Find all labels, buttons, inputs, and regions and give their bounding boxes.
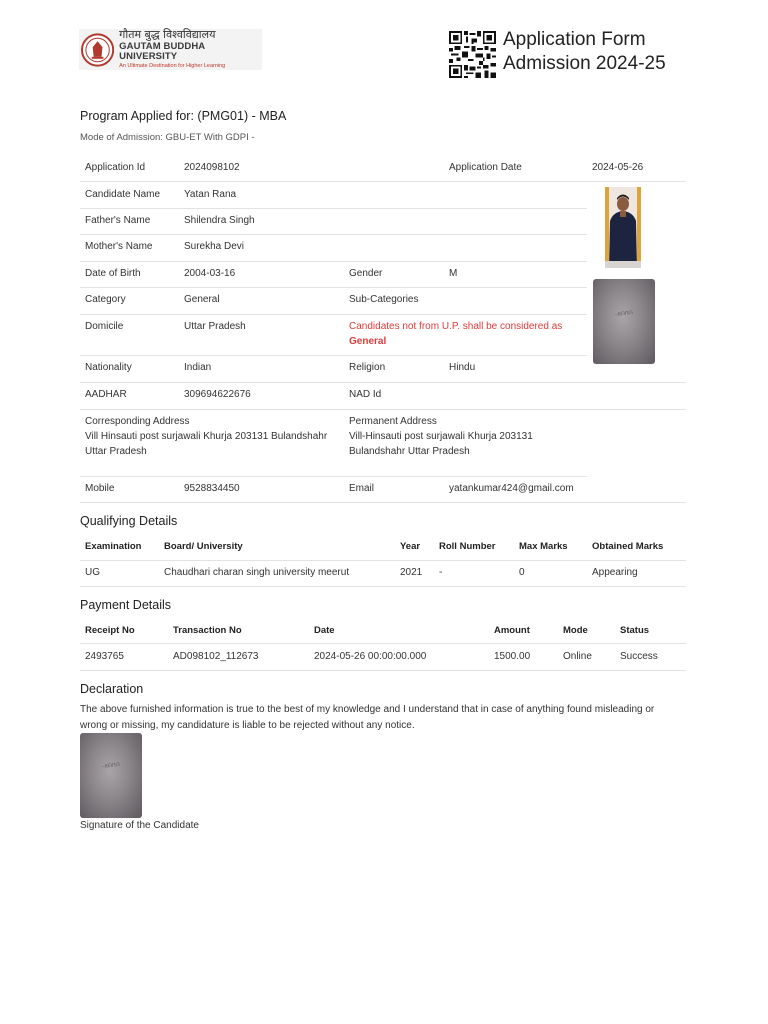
value-mobile: 9528834450 — [184, 483, 240, 494]
pay-cell-transaction-no: AD098102_112673 — [173, 651, 259, 662]
qual-row-divider — [80, 586, 686, 587]
university-logo — [79, 29, 262, 70]
value-religion: Hindu — [449, 362, 476, 373]
qual-header-board: Board/ University — [164, 541, 243, 552]
qual-header-examination: Examination — [85, 541, 142, 552]
label-email: Email — [349, 483, 375, 494]
qualifying-details-title: Qualifying Details — [80, 514, 178, 528]
qual-cell-year: 2021 — [400, 567, 423, 578]
value-permanent-address-line2: Bulandshahr Uttar Pradesh — [349, 446, 470, 457]
qual-cell-roll-number: - — [439, 567, 443, 578]
declaration-title: Declaration — [80, 682, 144, 696]
qual-header-divider — [80, 560, 686, 561]
row-category — [80, 288, 587, 315]
label-gender: Gender — [349, 268, 383, 279]
qual-cell-board: Chaudhari charan singh university meerut — [164, 567, 350, 578]
pay-header-transaction-no: Transaction No — [173, 625, 242, 636]
label-mobile: Mobile — [85, 483, 115, 494]
value-gender: M — [449, 268, 458, 279]
row-mother-name — [80, 235, 587, 262]
pay-row-divider — [80, 670, 686, 671]
value-aadhar: 309694622676 — [184, 389, 251, 400]
value-category: General — [184, 294, 220, 305]
value-email: yatankumar424@gmail.com — [449, 483, 574, 494]
university-seal-icon — [81, 33, 114, 67]
pay-header-amount: Amount — [494, 625, 530, 636]
qual-header-roll-number: Roll Number — [439, 541, 496, 552]
value-corresponding-address-line1: Vill Hinsauti post surjawali Khurja 203131 Bulandshahr — [85, 431, 328, 442]
university-hindi-name: गौतम बुद्ध विश्वविद्यालय — [119, 28, 216, 42]
form-title-line2: Admission 2024-25 — [503, 53, 666, 74]
pay-header-mode: Mode — [563, 625, 588, 636]
university-name: GAUTAM BUDDHA UNIVERSITY — [119, 41, 205, 62]
row-application-id — [80, 156, 686, 182]
value-permanent-address-line1: Vill-Hinsauti post surjawali Khurja 203131 — [349, 431, 533, 442]
row-dob — [80, 262, 587, 288]
value-father-name: Shilendra Singh — [184, 215, 255, 226]
admission-mode: Mode of Admission: GBU-ET With GDPI - — [80, 132, 255, 143]
signature-scribble-icon: ~ᖇᗩᑎᗩ — [101, 761, 121, 771]
label-religion: Religion — [349, 362, 386, 373]
qual-cell-examination: UG — [85, 567, 100, 578]
label-father-name: Father's Name — [85, 215, 151, 226]
signature-label: Signature of the Candidate — [80, 820, 199, 831]
qual-header-max-marks: Max Marks — [519, 541, 568, 552]
row-mobile — [80, 477, 686, 503]
candidate-signature-image — [80, 733, 142, 818]
label-mother-name: Mother's Name — [85, 241, 153, 252]
label-nad-id: NAD Id — [349, 389, 382, 400]
value-dob: 2004-03-16 — [184, 268, 236, 279]
value-domicile: Uttar Pradesh — [184, 321, 246, 332]
signature-scribble-icon: ~ᖇᗩᑎᗩ — [614, 309, 634, 319]
label-nationality: Nationality — [85, 362, 132, 373]
label-application-date: Application Date — [449, 162, 522, 173]
payment-details-title: Payment Details — [80, 598, 172, 612]
university-tagline: An Ultimate Destination for Higher Learning — [119, 63, 226, 70]
label-candidate-name: Candidate Name — [85, 189, 161, 200]
domicile-note-bold: General — [349, 336, 387, 347]
pay-header-divider — [80, 643, 686, 644]
row-candidate-name — [80, 182, 587, 209]
qual-header-year: Year — [400, 541, 421, 552]
value-mother-name: Surekha Devi — [184, 241, 245, 252]
label-application-id: Application Id — [85, 162, 146, 173]
program-applied: Program Applied for: (PMG01) - MBA — [80, 109, 287, 123]
row-father-name — [80, 209, 587, 235]
pay-cell-status: Success — [620, 651, 658, 662]
declaration-text: The above furnished information is true to the best of my knowledge and I understand that in case of anything found misleading or wrong or missing, my candidature is liable to be rejected without any notice. — [80, 704, 655, 731]
label-aadhar: AADHAR — [85, 389, 127, 400]
pay-header-receipt-no: Receipt No — [85, 625, 135, 636]
qual-cell-obtained-marks: Appearing — [592, 567, 638, 578]
pay-cell-receipt-no: 2493765 — [85, 651, 124, 662]
candidate-signature-thumbnail — [593, 279, 655, 364]
pay-header-date: Date — [314, 625, 335, 636]
pay-cell-amount: 1500.00 — [494, 651, 531, 662]
value-candidate-name: Yatan Rana — [184, 189, 237, 200]
value-corresponding-address-line2: Uttar Pradesh — [85, 446, 147, 457]
value-application-date: 2024-05-26 — [592, 162, 644, 173]
qr-code-icon — [449, 31, 496, 78]
pay-cell-mode: Online — [563, 651, 592, 662]
candidate-photo — [605, 187, 641, 268]
row-aadhar — [80, 383, 686, 410]
label-subcategories: Sub-Categories — [349, 294, 419, 305]
label-domicile: Domicile — [85, 321, 124, 332]
qual-cell-max-marks: 0 — [519, 567, 525, 578]
form-title-line1: Application Form — [503, 29, 646, 50]
label-permanent-address: Permanent Address — [349, 416, 437, 427]
row-domicile — [80, 315, 587, 356]
label-category: Category — [85, 294, 126, 305]
row-addresses — [80, 410, 587, 477]
candidate-photo-image — [605, 187, 641, 268]
label-dob: Date of Birth — [85, 268, 141, 279]
label-corresponding-address: Corresponding Address — [85, 416, 190, 427]
value-application-id: 2024098102 — [184, 162, 240, 173]
form-title — [503, 28, 666, 76]
pay-header-status: Status — [620, 625, 650, 636]
domicile-note: Candidates not from U.P. shall be considered as — [349, 321, 563, 332]
qual-header-obtained-marks: Obtained Marks — [592, 541, 664, 552]
value-nationality: Indian — [184, 362, 212, 373]
pay-cell-date: 2024-05-26 00:00:00.000 — [314, 651, 427, 662]
